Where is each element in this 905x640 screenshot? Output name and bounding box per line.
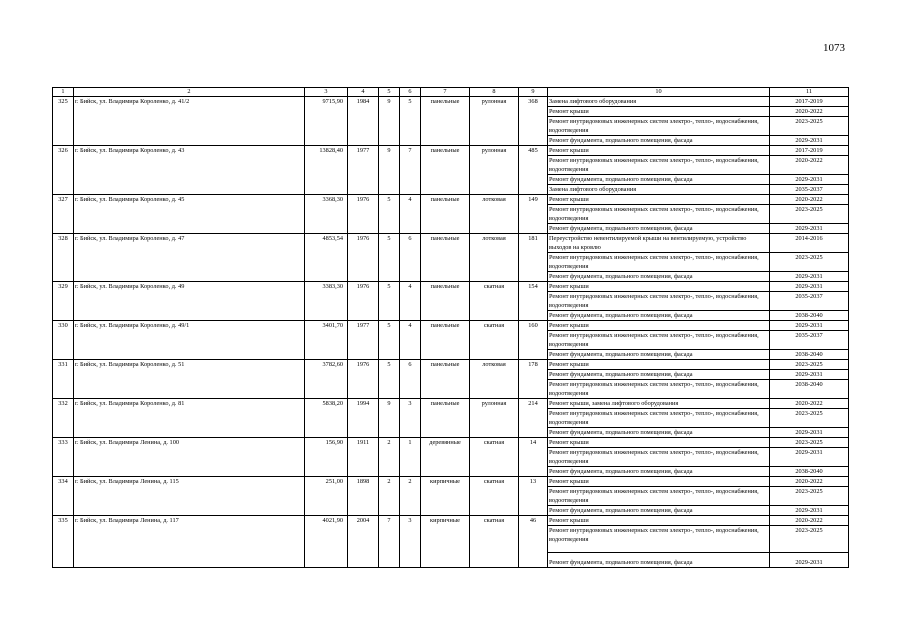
repair-work-type: Ремонт крыши <box>548 438 770 448</box>
repair-work-type: Ремонт внутридомовых инженерных систем электро-, тепло-, водоснабжения, водоотведения <box>548 448 770 467</box>
building-flats: 181 <box>519 234 548 282</box>
repair-work-type: Ремонт внутридомовых инженерных систем электро-, тепло-, водоснабжения, водоотведения <box>548 380 770 399</box>
building-address: г. Бийск, ул. Владимира Ленина, д. 100 <box>74 438 305 477</box>
repair-period: 2017-2019 <box>770 97 849 107</box>
building-address: г. Бийск, ул. Владимира Короленко, д. 49 <box>74 282 305 321</box>
repair-period: 2029-2031 <box>770 282 849 292</box>
building-area: 251,00 <box>305 477 348 516</box>
roof-type: лотковая <box>470 360 519 399</box>
building-number: 332 <box>53 399 74 438</box>
building-flats: 13 <box>519 477 548 516</box>
repair-period: 2023-2025 <box>770 253 849 272</box>
building-entrances: 4 <box>400 195 421 234</box>
building-floors: 7 <box>379 516 400 568</box>
repair-period: 2035-2037 <box>770 331 849 350</box>
building-floors: 2 <box>379 477 400 516</box>
building-address: г. Бийск, ул. Владимира Короленко, д. 43 <box>74 146 305 195</box>
repair-period: 2020-2022 <box>770 107 849 117</box>
repair-period: 2029-2031 <box>770 448 849 467</box>
building-year: 1976 <box>348 282 379 321</box>
building-floors: 9 <box>379 97 400 146</box>
repair-work-type: Ремонт внутридомовых инженерных систем электро-, тепло-, водоснабжения, водоотведения <box>548 292 770 311</box>
repair-work-type: Ремонт фундамента, подвального помещения, фасада <box>548 506 770 516</box>
repair-period: 2023-2025 <box>770 360 849 370</box>
building-year: 1976 <box>348 195 379 234</box>
building-year: 1977 <box>348 146 379 195</box>
building-area: 3782,60 <box>305 360 348 399</box>
building-year: 1911 <box>348 438 379 477</box>
repair-period: 2038-2040 <box>770 350 849 360</box>
roof-type: рулонная <box>470 146 519 195</box>
repair-period: 2029-2031 <box>770 321 849 331</box>
building-number: 328 <box>53 234 74 282</box>
repair-period: 2029-2031 <box>770 506 849 516</box>
repair-work-type: Ремонт внутридомовых инженерных систем электро-, тепло-, водоснабжения, водоотведения <box>548 409 770 428</box>
repair-period: 2029-2031 <box>770 224 849 234</box>
wall-material: панельные <box>421 146 470 195</box>
roof-type: скатная <box>470 516 519 568</box>
repair-work-type: Ремонт внутридомовых инженерных систем электро-, тепло-, водоснабжения, водоотведения <box>548 253 770 272</box>
repair-period: 2023-2025 <box>770 117 849 136</box>
building-number: 330 <box>53 321 74 360</box>
repair-period: 2035-2037 <box>770 292 849 311</box>
table-row <box>53 399 849 409</box>
building-entrances: 1 <box>400 438 421 477</box>
building-flats: 46 <box>519 516 548 568</box>
column-number: 8 <box>470 88 519 97</box>
wall-material: кирпичные <box>421 516 470 568</box>
building-entrances: 3 <box>400 516 421 568</box>
building-area: 4021,90 <box>305 516 348 568</box>
building-address: г. Бийск, ул. Владимира Ленина, д. 115 <box>74 477 305 516</box>
repair-period: 2020-2022 <box>770 516 849 526</box>
building-year: 2004 <box>348 516 379 568</box>
roof-type: скатная <box>470 477 519 516</box>
building-entrances: 5 <box>400 97 421 146</box>
repair-period: 2038-2040 <box>770 380 849 399</box>
repair-work-type: Ремонт крыши <box>548 107 770 117</box>
building-floors: 9 <box>379 146 400 195</box>
table-row <box>53 282 849 292</box>
building-floors: 5 <box>379 195 400 234</box>
roof-type: лотковая <box>470 234 519 282</box>
building-flats: 160 <box>519 321 548 360</box>
building-flats: 149 <box>519 195 548 234</box>
repair-period: 2020-2022 <box>770 195 849 205</box>
building-entrances: 6 <box>400 234 421 282</box>
repair-work-type: Ремонт крыши <box>548 146 770 156</box>
wall-material: панельные <box>421 234 470 282</box>
repair-work-type: Ремонт фундамента, подвального помещения, фасада <box>548 175 770 185</box>
column-number: 2 <box>74 88 305 97</box>
wall-material: панельные <box>421 97 470 146</box>
repair-period: 2023-2025 <box>770 205 849 224</box>
table-row <box>53 234 849 253</box>
building-area: 9715,90 <box>305 97 348 146</box>
building-area: 4853,54 <box>305 234 348 282</box>
building-year: 1977 <box>348 321 379 360</box>
repair-period: 2038-2040 <box>770 311 849 321</box>
repair-work-type: Ремонт фундамента, подвального помещения, фасада <box>548 370 770 380</box>
building-address: г. Бийск, ул. Владимира Короленко, д. 49/1 <box>74 321 305 360</box>
repair-period: 2029-2031 <box>770 175 849 185</box>
building-number: 333 <box>53 438 74 477</box>
column-number: 7 <box>421 88 470 97</box>
building-entrances: 2 <box>400 477 421 516</box>
repair-period: 2017-2019 <box>770 146 849 156</box>
building-address: г. Бийск, ул. Владимира Короленко, д. 81 <box>74 399 305 438</box>
repair-work-type: Ремонт крыши <box>548 321 770 331</box>
building-area: 3383,30 <box>305 282 348 321</box>
table-body <box>53 88 849 568</box>
building-address: г. Бийск, ул. Владимира Короленко, д. 51 <box>74 360 305 399</box>
repair-work-type: Ремонт фундамента, подвального помещения, фасада <box>548 350 770 360</box>
building-year: 1994 <box>348 399 379 438</box>
building-address: г. Бийск, ул. Владимира Короленко, д. 47 <box>74 234 305 282</box>
repair-work-type: Ремонт фундамента, подвального помещения, фасада <box>548 272 770 282</box>
repair-work-type: Ремонт внутридомовых инженерных систем электро-, тепло-, водоснабжения, водоотведения <box>548 526 770 553</box>
repair-period: 2023-2025 <box>770 438 849 448</box>
wall-material: панельные <box>421 321 470 360</box>
column-number: 6 <box>400 88 421 97</box>
repair-work-type: Ремонт крыши <box>548 477 770 487</box>
building-flats: 485 <box>519 146 548 195</box>
column-number: 3 <box>305 88 348 97</box>
repair-work-type: Ремонт внутридомовых инженерных систем электро-, тепло-, водоснабжения, водоотведения <box>548 487 770 506</box>
repair-work-type: Ремонт крыши <box>548 282 770 292</box>
table-row <box>53 195 849 205</box>
repair-period: 2020-2022 <box>770 477 849 487</box>
repair-period: 2020-2022 <box>770 399 849 409</box>
capital-repair-table <box>52 87 849 568</box>
roof-type: рулонная <box>470 399 519 438</box>
repair-work-type: Ремонт фундамента, подвального помещения, фасада <box>548 136 770 146</box>
column-number: 10 <box>548 88 770 97</box>
building-floors: 5 <box>379 360 400 399</box>
table-row <box>53 438 849 448</box>
building-number: 326 <box>53 146 74 195</box>
roof-type: скатная <box>470 282 519 321</box>
page-number: 1073 <box>823 42 845 54</box>
repair-period: 2029-2031 <box>770 272 849 282</box>
repair-work-type: Ремонт внутридомовых инженерных систем электро-, тепло-, водоснабжения, водоотведения <box>548 117 770 136</box>
repair-work-type: Ремонт фундамента, подвального помещения, фасада <box>548 553 770 568</box>
column-number: 1 <box>53 88 74 97</box>
building-address: г. Бийск, ул. Владимира Короленко, д. 45 <box>74 195 305 234</box>
repair-work-type: Ремонт внутридомовых инженерных систем электро-, тепло-, водоснабжения, водоотведения <box>548 331 770 350</box>
column-number: 11 <box>770 88 849 97</box>
building-number: 327 <box>53 195 74 234</box>
repair-work-type: Замена лифтового оборудования <box>548 97 770 107</box>
repair-period: 2023-2025 <box>770 487 849 506</box>
table-row <box>53 516 849 526</box>
roof-type: скатная <box>470 438 519 477</box>
building-area: 5838,20 <box>305 399 348 438</box>
building-entrances: 4 <box>400 321 421 360</box>
building-floors: 2 <box>379 438 400 477</box>
building-area: 156,90 <box>305 438 348 477</box>
repair-work-type: Переустройство невентилируемой крыши на вентилируемую, устройство выходов на кровлю <box>548 234 770 253</box>
wall-material: панельные <box>421 360 470 399</box>
column-number-row <box>53 88 849 97</box>
repair-period: 2014-2016 <box>770 234 849 253</box>
building-floors: 5 <box>379 234 400 282</box>
roof-type: скатная <box>470 321 519 360</box>
building-number: 334 <box>53 477 74 516</box>
building-year: 1976 <box>348 360 379 399</box>
table-row <box>53 97 849 107</box>
column-number: 9 <box>519 88 548 97</box>
building-year: 1984 <box>348 97 379 146</box>
table-row <box>53 146 849 156</box>
building-flats: 154 <box>519 282 548 321</box>
wall-material: панельные <box>421 282 470 321</box>
building-floors: 5 <box>379 321 400 360</box>
repair-work-type: Ремонт крыши <box>548 195 770 205</box>
repair-work-type: Замена лифтового оборудования <box>548 185 770 195</box>
table-row <box>53 321 849 331</box>
repair-period: 2023-2025 <box>770 409 849 428</box>
wall-material: панельные <box>421 195 470 234</box>
repair-period: 2023-2025 <box>770 526 849 553</box>
building-area: 3368,30 <box>305 195 348 234</box>
repair-work-type: Ремонт фундамента, подвального помещения, фасада <box>548 428 770 438</box>
building-number: 335 <box>53 516 74 568</box>
building-area: 13828,40 <box>305 146 348 195</box>
roof-type: рулонная <box>470 97 519 146</box>
repair-work-type: Ремонт фундамента, подвального помещения, фасада <box>548 467 770 477</box>
repair-period: 2029-2031 <box>770 136 849 146</box>
repair-period: 2029-2031 <box>770 553 849 568</box>
repair-period: 2035-2037 <box>770 185 849 195</box>
repair-period: 2020-2022 <box>770 156 849 175</box>
building-number: 331 <box>53 360 74 399</box>
building-entrances: 3 <box>400 399 421 438</box>
building-address: г. Бийск, ул. Владимира Короленко, д. 41/2 <box>74 97 305 146</box>
repair-period: 2029-2031 <box>770 370 849 380</box>
building-flats: 214 <box>519 399 548 438</box>
repair-work-type: Ремонт фундамента, подвального помещения, фасада <box>548 311 770 321</box>
repair-work-type: Ремонт крыши <box>548 516 770 526</box>
building-address: г. Бийск, ул. Владимира Ленина, д. 117 <box>74 516 305 568</box>
table-row <box>53 360 849 370</box>
repair-period: 2029-2031 <box>770 428 849 438</box>
building-area: 3401,70 <box>305 321 348 360</box>
wall-material: панельные <box>421 399 470 438</box>
building-number: 325 <box>53 97 74 146</box>
column-number: 4 <box>348 88 379 97</box>
repair-work-type: Ремонт крыши, замена лифтового оборудования <box>548 399 770 409</box>
building-year: 1976 <box>348 234 379 282</box>
repair-work-type: Ремонт внутридомовых инженерных систем электро-, тепло-, водоснабжения, водоотведения <box>548 205 770 224</box>
table-row <box>53 477 849 487</box>
building-floors: 9 <box>379 399 400 438</box>
repair-work-type: Ремонт внутридомовых инженерных систем электро-, тепло-, водоснабжения, водоотведения <box>548 156 770 175</box>
building-entrances: 7 <box>400 146 421 195</box>
building-number: 329 <box>53 282 74 321</box>
repair-work-type: Ремонт фундамента, подвального помещения, фасада <box>548 224 770 234</box>
repair-work-type: Ремонт крыши <box>548 360 770 370</box>
building-entrances: 4 <box>400 282 421 321</box>
column-number: 5 <box>379 88 400 97</box>
building-flats: 14 <box>519 438 548 477</box>
repair-period: 2038-2040 <box>770 467 849 477</box>
building-entrances: 6 <box>400 360 421 399</box>
wall-material: деревянные <box>421 438 470 477</box>
building-flats: 178 <box>519 360 548 399</box>
building-year: 1898 <box>348 477 379 516</box>
wall-material: кирпичные <box>421 477 470 516</box>
roof-type: лотковая <box>470 195 519 234</box>
building-floors: 5 <box>379 282 400 321</box>
building-flats: 368 <box>519 97 548 146</box>
